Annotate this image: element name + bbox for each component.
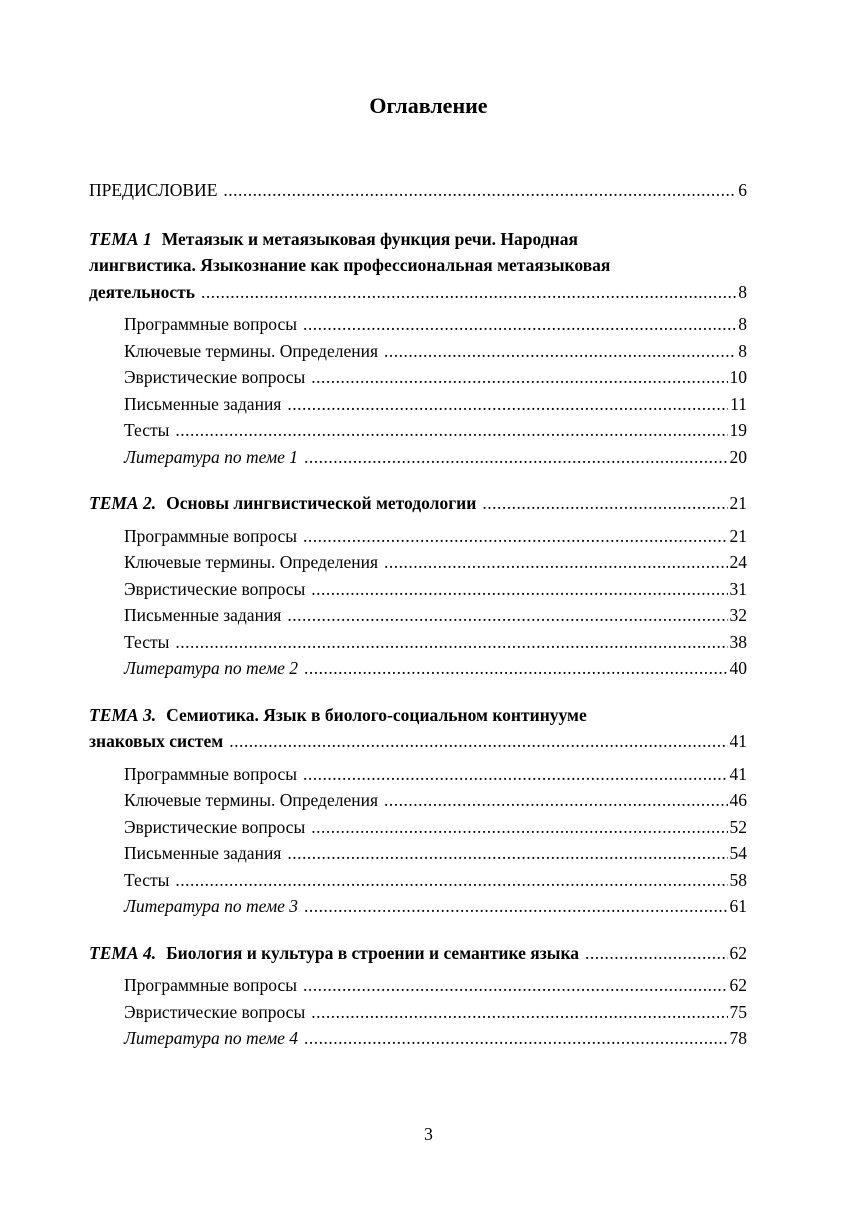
toc-page-number: 19 bbox=[729, 420, 747, 440]
toc-subentry[interactable] bbox=[89, 338, 747, 365]
toc-entry-label: Эвристические вопросы bbox=[124, 1001, 306, 1022]
topic-title-part: Биология и культура в строении и семантике языка bbox=[166, 942, 580, 963]
dot-leader bbox=[201, 279, 736, 306]
dot-leader bbox=[175, 867, 727, 894]
dot-leader bbox=[311, 999, 727, 1026]
topic-heading-line[interactable] bbox=[89, 702, 747, 729]
topic-tag: ТЕМА 4. bbox=[89, 942, 157, 963]
toc-page-number: 31 bbox=[729, 578, 747, 599]
toc-page-number: 41 bbox=[729, 731, 747, 751]
toc-subentry[interactable] bbox=[89, 417, 747, 444]
toc-subentry[interactable] bbox=[89, 787, 747, 814]
toc-page-number: 21 bbox=[729, 493, 747, 513]
dot-leader bbox=[287, 391, 728, 418]
toc-page-number: 62 bbox=[729, 975, 747, 995]
toc-entry-label: Эвристические вопросы bbox=[124, 578, 306, 599]
toc-subentry-literature[interactable] bbox=[89, 655, 747, 682]
toc-entry-label: Тесты bbox=[124, 631, 170, 652]
toc-subentry[interactable] bbox=[89, 549, 747, 576]
subsection-list bbox=[89, 972, 747, 1052]
topic-tag: ТЕМА 1 bbox=[89, 228, 152, 249]
dot-leader bbox=[311, 814, 727, 841]
toc-topic-3 bbox=[89, 702, 747, 920]
toc-page-number: 78 bbox=[729, 1028, 747, 1048]
dot-leader bbox=[304, 893, 727, 920]
topic-heading-line[interactable] bbox=[89, 252, 747, 279]
dot-leader bbox=[303, 523, 728, 550]
dot-leader bbox=[175, 629, 727, 656]
dot-leader bbox=[175, 417, 727, 444]
toc-page-number: 61 bbox=[729, 896, 747, 916]
page-title: Оглавление bbox=[369, 93, 488, 118]
toc-page-number: 58 bbox=[729, 869, 747, 890]
toc-entry-label: Письменные задания bbox=[124, 843, 282, 863]
dot-leader bbox=[304, 1025, 727, 1052]
toc-topic-1 bbox=[89, 226, 747, 471]
subsection-list bbox=[89, 761, 747, 920]
toc-subentry[interactable] bbox=[89, 999, 747, 1026]
toc-subentry[interactable] bbox=[89, 391, 747, 418]
dot-leader bbox=[311, 576, 727, 603]
toc-page-number: 8 bbox=[738, 314, 747, 334]
dot-leader bbox=[384, 549, 728, 576]
toc-subentry-literature[interactable] bbox=[89, 1025, 747, 1052]
dot-leader bbox=[287, 840, 727, 867]
toc-entry-label: Ключевые термины. Определения bbox=[124, 790, 378, 810]
toc-subentry[interactable] bbox=[89, 576, 747, 603]
toc-entry-label: Письменные задания bbox=[124, 605, 282, 625]
toc-page-number: 24 bbox=[729, 552, 747, 572]
toc-entry-label: Эвристические вопросы bbox=[124, 367, 306, 387]
toc-entry-label: Программные вопросы bbox=[124, 975, 297, 995]
toc-entry-label: Ключевые термины. Определения bbox=[124, 340, 378, 361]
toc-entry-label: Письменные задания bbox=[124, 393, 282, 414]
topic-heading bbox=[89, 940, 579, 967]
topic-title-part: Основы лингвистической методологии bbox=[166, 493, 477, 513]
toc-page-number: 38 bbox=[729, 631, 747, 652]
toc-entry-label: Литература по теме 3 bbox=[124, 896, 299, 916]
toc-entry-label: Эвристические вопросы bbox=[124, 816, 306, 837]
dot-leader bbox=[303, 972, 728, 999]
toc-entry-label: Ключевые термины. Определения bbox=[124, 552, 378, 572]
toc-entry-preface[interactable] bbox=[89, 177, 747, 204]
toc-page-number: 21 bbox=[729, 525, 747, 546]
toc-entry-topic[interactable] bbox=[89, 728, 747, 755]
topic-title-part: Семиотика. Язык в биолого-социальном континууме bbox=[166, 704, 587, 725]
topic-tag: ТЕМА 3. bbox=[89, 704, 157, 725]
toc-entry-label: Литература по теме 2 bbox=[124, 658, 299, 678]
dot-leader bbox=[304, 444, 727, 471]
toc-entry-label: Литература по теме 1 bbox=[124, 446, 299, 467]
toc-subentry[interactable] bbox=[89, 840, 747, 867]
topic-heading-line[interactable] bbox=[89, 226, 747, 253]
toc-subentry-literature[interactable] bbox=[89, 893, 747, 920]
subsection-list bbox=[89, 523, 747, 682]
subsection-list bbox=[89, 311, 747, 470]
dot-leader bbox=[482, 490, 727, 517]
toc-page-number: 10 bbox=[729, 367, 747, 387]
toc-entry-topic[interactable] bbox=[89, 490, 747, 517]
toc-subentry[interactable] bbox=[89, 761, 747, 788]
topic-title-part: деятельность bbox=[89, 281, 195, 302]
toc-page-number: 8 bbox=[738, 281, 747, 302]
dot-leader bbox=[384, 338, 736, 365]
toc-subentry[interactable] bbox=[89, 311, 747, 338]
dot-leader bbox=[303, 761, 728, 788]
toc-entry-topic[interactable] bbox=[89, 940, 747, 967]
toc-entry-label: Программные вопросы bbox=[124, 314, 297, 334]
dot-leader bbox=[311, 364, 727, 391]
page-number: 3 bbox=[424, 1124, 433, 1144]
dot-leader bbox=[303, 311, 736, 338]
topic-title-part: Метаязык и метаязыковая функция речи. Народная bbox=[161, 228, 578, 249]
toc-page-number: 52 bbox=[729, 816, 747, 837]
toc-page-number: 54 bbox=[729, 843, 747, 863]
toc-page-number: 6 bbox=[738, 180, 747, 200]
toc-topic-2 bbox=[89, 490, 747, 682]
toc-subentry[interactable] bbox=[89, 364, 747, 391]
topic-title-part: лингвистика. Языкознание как профессиональная метаязыковая bbox=[89, 255, 611, 275]
toc-subentry[interactable] bbox=[89, 523, 747, 550]
toc-entry-label: Программные вопросы bbox=[124, 525, 297, 546]
dot-leader bbox=[229, 728, 727, 755]
toc-subentry[interactable] bbox=[89, 814, 747, 841]
toc-subentry[interactable] bbox=[89, 972, 747, 999]
toc-page-number: 11 bbox=[730, 393, 747, 414]
toc-entry-label: Литература по теме 4 bbox=[124, 1028, 299, 1048]
toc-entry-label: Программные вопросы bbox=[124, 763, 297, 784]
dot-leader bbox=[304, 655, 727, 682]
toc-entry-label: ПРЕДИСЛОВИЕ bbox=[89, 180, 218, 200]
toc-subentry[interactable] bbox=[89, 602, 747, 629]
dot-leader bbox=[585, 940, 727, 967]
toc-page-number: 40 bbox=[729, 658, 747, 678]
table-of-contents bbox=[89, 177, 747, 1052]
toc-page-number: 75 bbox=[729, 1001, 747, 1022]
toc-entry-topic[interactable] bbox=[89, 279, 747, 306]
toc-page-number: 62 bbox=[729, 942, 747, 963]
toc-entry-label: Тесты bbox=[124, 420, 170, 440]
toc-subentry-literature[interactable] bbox=[89, 444, 747, 471]
topic-tag: ТЕМА 2. bbox=[89, 493, 157, 513]
toc-topic-4 bbox=[89, 940, 747, 1052]
dot-leader bbox=[223, 177, 736, 204]
toc-subentry[interactable] bbox=[89, 867, 747, 894]
topic-title-part: знаковых систем bbox=[89, 731, 224, 751]
toc-page-number: 32 bbox=[729, 605, 747, 625]
dot-leader bbox=[384, 787, 728, 814]
dot-leader bbox=[287, 602, 727, 629]
toc-page-number: 20 bbox=[729, 446, 747, 467]
toc-page-number: 8 bbox=[738, 340, 747, 361]
toc-page-number: 46 bbox=[729, 790, 747, 810]
toc-subentry[interactable] bbox=[89, 629, 747, 656]
toc-page-number: 41 bbox=[729, 763, 747, 784]
toc-entry-label: Тесты bbox=[124, 869, 170, 890]
topic-heading bbox=[89, 490, 476, 517]
